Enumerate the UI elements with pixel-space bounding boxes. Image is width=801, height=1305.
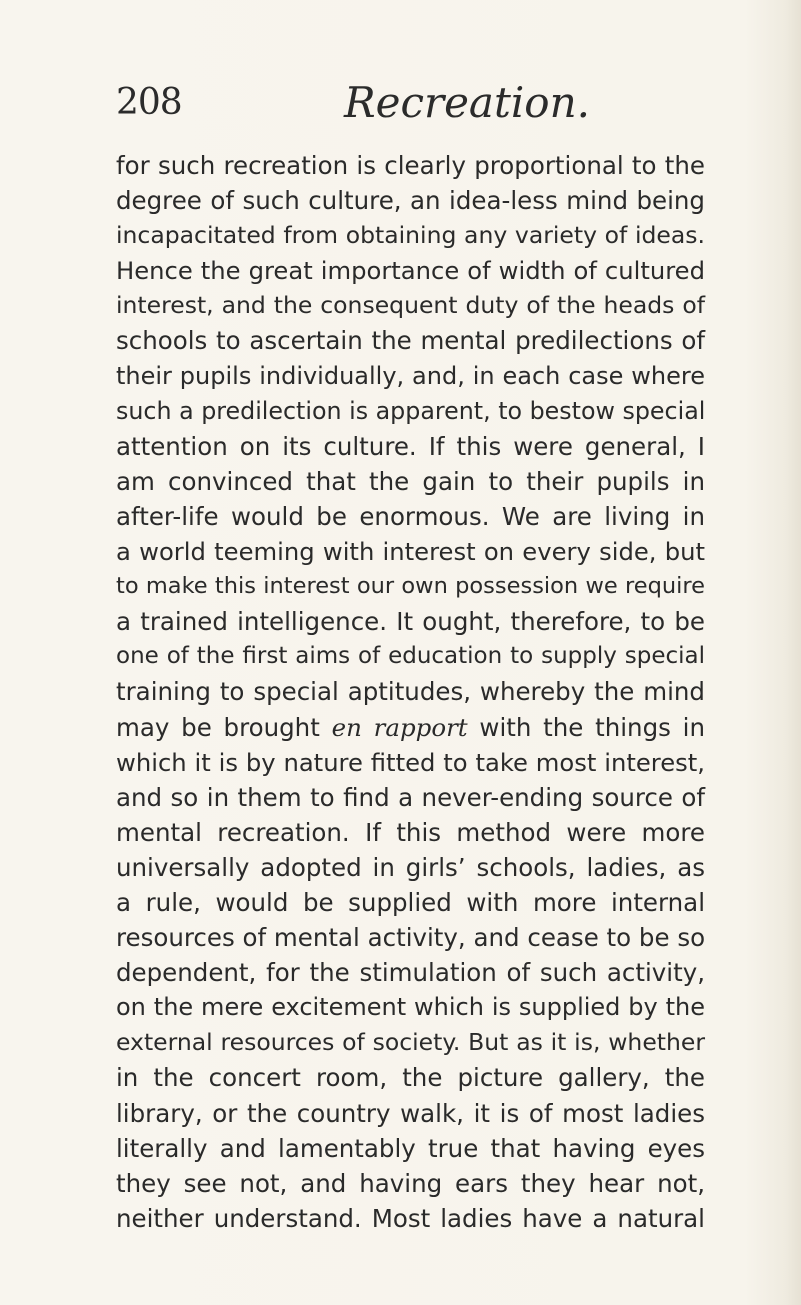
text-line: interest, and the consequent duty of the heads of: [116, 291, 705, 320]
text-line: schools to ascertain the mental predilections of: [116, 326, 705, 356]
text-line: a trained intelligence. It ought, therefore, to be: [116, 607, 705, 637]
text-line: incapacitated from obtaining any variety of ideas.: [116, 221, 705, 250]
text-line: training to special aptitudes, whereby the mind: [116, 677, 705, 707]
text-line: a world teeming with interest on every side, but: [116, 537, 705, 567]
text-line: Hence the great importance of width of cultured: [116, 256, 705, 286]
page-number: 208: [116, 82, 182, 123]
text-line: library, or the country walk, it is of most ladies: [116, 1098, 705, 1128]
text-line: literally and lamentably true that having eyes: [116, 1133, 705, 1163]
text-line: dependent, for the stimulation of such activity,: [116, 958, 705, 988]
running-head: Recreation.: [344, 78, 590, 127]
text-line: a rule, would be supplied with more internal: [116, 887, 705, 917]
text-line: such a predilection is apparent, to bestow special: [116, 396, 706, 425]
body-text: [116, 148, 705, 1236]
text-line: on the mere excitement which is supplied by the: [116, 993, 705, 1022]
text-line: universally adopted in girls’ schools, ladies, as: [116, 852, 705, 882]
text-line: neither understand. Most ladies have a natural: [116, 1203, 705, 1233]
text-line: external resources of society. But as it is, whether: [116, 1028, 705, 1057]
text-line: to make this interest our own possession we require: [116, 573, 705, 600]
text-line: attention on its culture. If this were general, I: [116, 431, 705, 461]
text-line-with-italic: [116, 710, 705, 745]
text-line: their pupils individually, and, in each case where: [116, 361, 705, 390]
text-line: one of the first aims of education to supply special: [116, 643, 705, 670]
text-line: resources of mental activity, and cease to be so: [116, 923, 706, 953]
text-line: they see not, and having ears they hear not,: [116, 1168, 705, 1198]
text-line: which it is by nature fitted to take most interest,: [116, 747, 705, 777]
text-segment: with the things in: [479, 712, 705, 742]
text-line: in the concert room, the picture gallery, the: [116, 1063, 705, 1093]
italic-phrase: en rapport: [331, 712, 468, 742]
page-header: [116, 78, 716, 128]
text-segment: may be brought: [116, 712, 320, 742]
text-line: and so in them to find a never-ending source of: [116, 782, 705, 812]
text-line: after-life would be enormous. We are living in: [116, 501, 705, 531]
text-line: am convinced that the gain to their pupils in: [116, 466, 705, 496]
text-line: degree of such culture, an idea-less mind being: [116, 186, 705, 216]
text-line: mental recreation. If this method were more: [116, 817, 705, 847]
text-line: for such recreation is clearly proportional to the: [116, 151, 705, 180]
